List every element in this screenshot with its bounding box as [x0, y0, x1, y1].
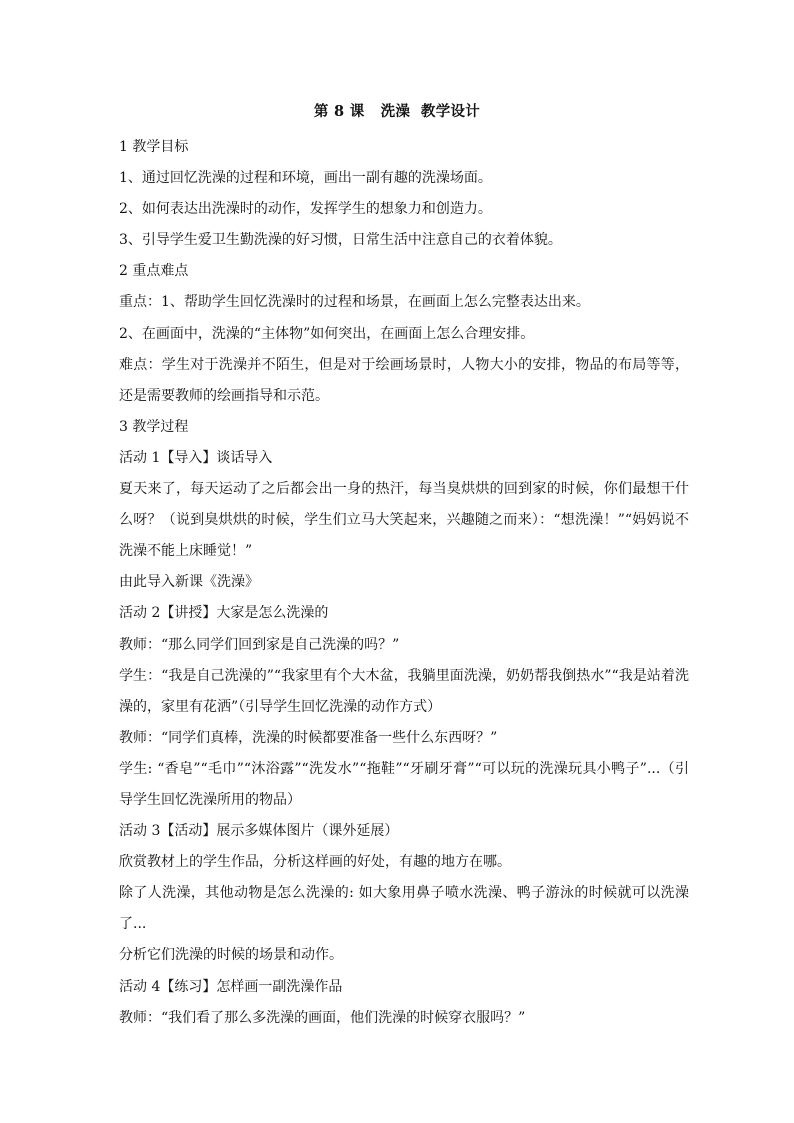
- section-heading-process: 3 教学过程: [119, 418, 189, 435]
- teacher-question-2: 教师：“同学们真棒，洗澡的时候都要准备一些什么东西呀？”: [119, 729, 498, 746]
- student-answer-2: 学生: “香皂”“毛巾”“沐浴露”“洗发水”“拖鞋”“牙刷牙膏”“可以玩的洗澡玩具小鸭子”...（引导学生回忆洗澡所用的物品）: [119, 760, 689, 808]
- activity-4-heading: 活动 4【练习】怎样画一副洗澡作品: [119, 978, 343, 995]
- activity-3-heading: 活动 3【活动】展示多媒体图片（课外延展）: [119, 823, 399, 840]
- teacher-question-3: 教师：“我们看了那么多洗澡的画面，他们洗澡的时候穿衣服吗？”: [119, 1009, 526, 1026]
- activity-3-text-2: 除了人洗澡，其他动物是怎么洗澡的: 如大象用鼻子喷水洗澡、鸭子游泳的时候就可以洗澡了...: [119, 885, 689, 933]
- key-point-1: 重点：1、帮助学生回忆洗澡时的过程和场景，在画面上怎么完整表达出来。: [119, 294, 590, 311]
- section-heading-key-points: 2 重点难点: [119, 263, 189, 280]
- section-heading-objectives: 1 教学目标: [119, 139, 189, 155]
- objective-item-1: 1、通过回忆洗澡的过程和环境，画出一副有趣的洗澡场面。: [119, 170, 492, 187]
- activity-3-text-3: 分析它们洗澡的时候的场景和动作。: [119, 947, 343, 964]
- activity-1-text: 夏天来了，每天运动了之后都会出一身的热汗，每当臭烘烘的回到家的时候，你们最想干什么呀？（说到臭烘烘的时候，学生们立马大笑起来，兴趣随之而来）：“想洗澡！”“妈妈说不洗澡不能上床睡觉！”: [119, 481, 689, 560]
- activity-2-heading: 活动 2【讲授】大家是怎么洗澡的: [119, 605, 329, 622]
- document-title: 第 8 课 洗澡 教学设计: [313, 103, 481, 120]
- teacher-question-1: 教师：“那么同学们回到家是自己洗澡的吗？”: [119, 636, 400, 653]
- document-body: [119, 132, 689, 1034]
- activity-1-heading: 活动 1【导入】谈话导入: [119, 449, 273, 466]
- key-point-2: 2、在画面中，洗澡的“主体物”如何突出，在画面上怎么合理安排。: [119, 325, 535, 342]
- activity-1-lead-in: 由此导入新课《洗澡》: [119, 574, 259, 591]
- activity-3-text-1: 欣赏教材上的学生作品，分析这样画的好处，有趣的地方在哪。: [119, 854, 511, 871]
- objective-item-2: 2、如何表达出洗澡时的动作，发挥学生的想象力和创造力。: [119, 201, 492, 218]
- objective-item-3: 3、引导学生爱卫生勤洗澡的好习惯，日常生活中注意自己的衣着体貌。: [119, 232, 562, 249]
- difficulty-paragraph: 难点：学生对于洗澡并不陌生，但是对于绘画场景时，人物大小的安排，物品的布局等等，还是需要教师的绘画指导和示范。: [119, 356, 689, 404]
- student-answer-1: 学生：“我是自己洗澡的”“我家里有个大木盆，我躺里面洗澡，奶奶帮我倒热水”“我是站着洗澡的，家里有花洒”（引导学生回忆洗澡的动作方式）: [119, 667, 689, 715]
